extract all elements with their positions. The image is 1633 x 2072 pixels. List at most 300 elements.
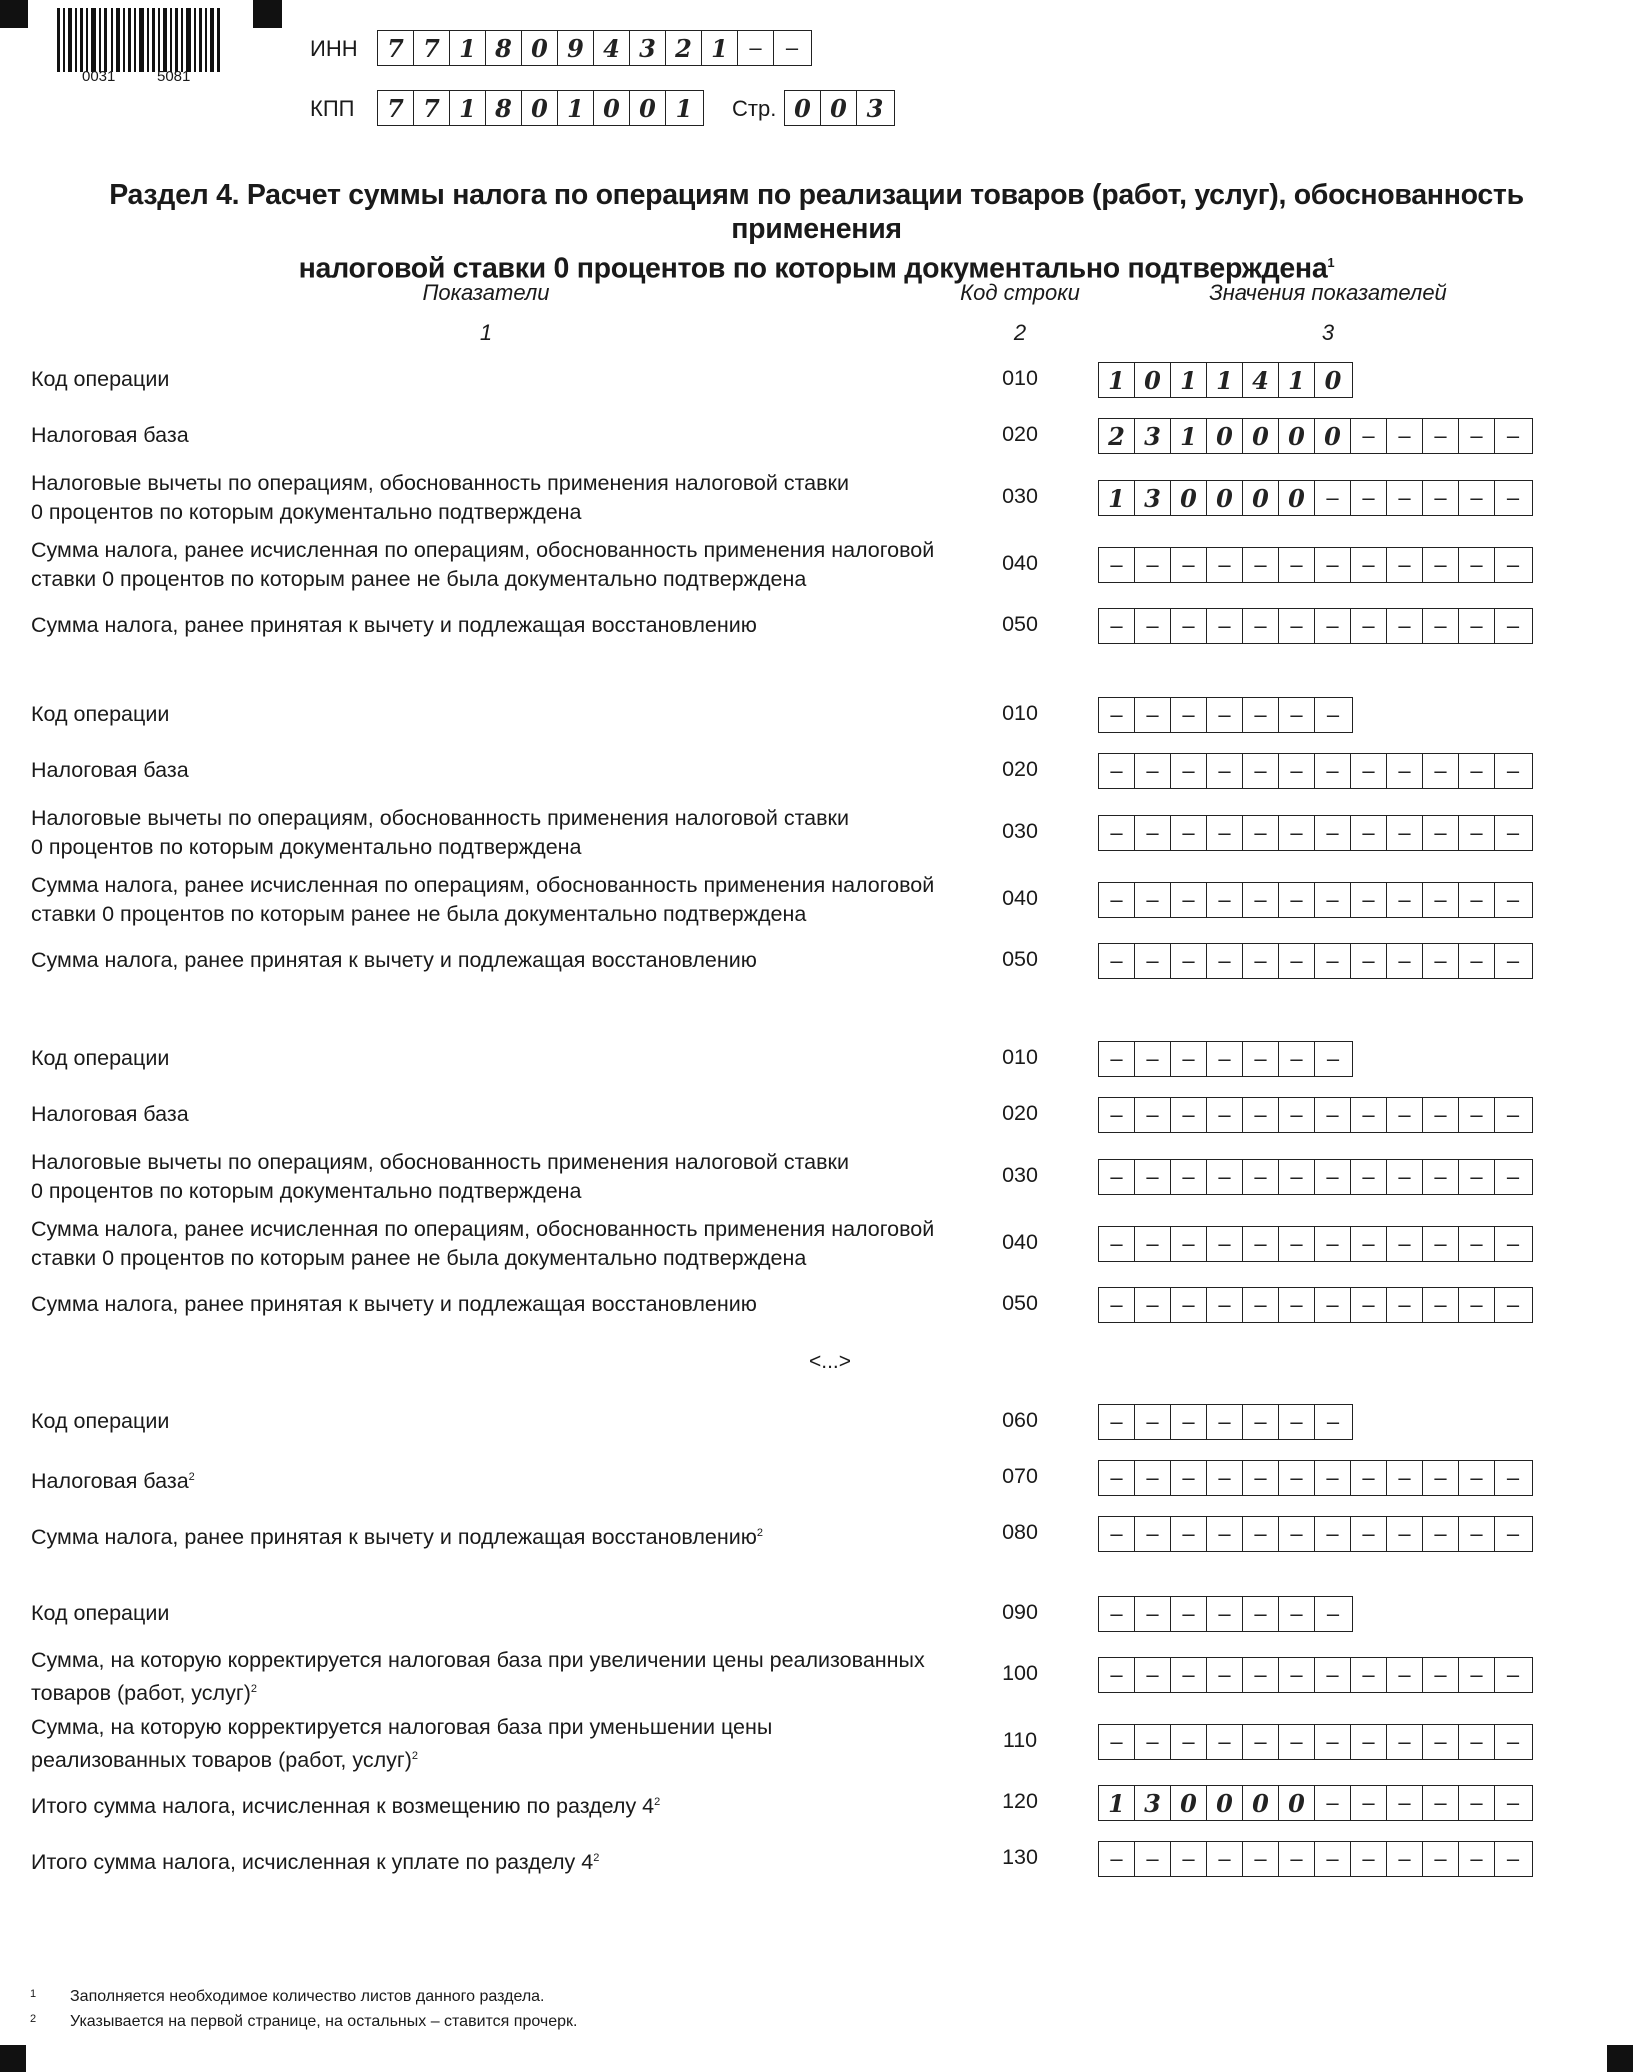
row-value-cell[interactable]: –	[1459, 481, 1495, 515]
row-value-cell[interactable]: –	[1506, 1521, 1520, 1546]
row-value-cell[interactable]: –	[1459, 1658, 1495, 1692]
row-value-cell[interactable]: 0	[1324, 365, 1342, 395]
row-value-cell[interactable]: –	[1423, 548, 1459, 582]
row-value-cell[interactable]: –	[1387, 1658, 1423, 1692]
row-value-field[interactable]	[1098, 1785, 1533, 1821]
row-value-cell[interactable]: –	[1351, 481, 1387, 515]
row-value-cell[interactable]: –	[1459, 1160, 1495, 1194]
row-value-cell[interactable]: –	[1243, 1160, 1279, 1194]
row-value-cell[interactable]: –	[1243, 883, 1279, 917]
row-value-cell[interactable]: –	[1423, 1098, 1459, 1132]
row-value-cell[interactable]: –	[1506, 613, 1520, 638]
row-value-cell[interactable]: 3	[1135, 419, 1171, 453]
row-value-cell[interactable]: –	[1171, 1098, 1207, 1132]
row-value-cell[interactable]: –	[1207, 1227, 1243, 1261]
row-value-field[interactable]	[1098, 815, 1533, 851]
row-value-cell[interactable]: 0	[1243, 419, 1279, 453]
row-value-cell[interactable]: –	[1423, 419, 1459, 453]
row-value-cell[interactable]: –	[1387, 944, 1423, 978]
row-value-cell[interactable]: –	[1243, 1461, 1279, 1495]
row-value-cell[interactable]: –	[1423, 1227, 1459, 1261]
row-value-cell[interactable]: –	[1506, 1102, 1520, 1127]
row-value-cell[interactable]: –	[1351, 609, 1387, 643]
row-value-cell[interactable]: –	[1099, 1405, 1135, 1439]
kpp-cell[interactable]: 8	[486, 91, 522, 125]
row-value-cell[interactable]: –	[1243, 1842, 1279, 1876]
row-value-field[interactable]	[1098, 1596, 1353, 1632]
row-value-cell[interactable]: –	[1315, 1786, 1351, 1820]
row-value-cell[interactable]: –	[1387, 754, 1423, 788]
kpp-cell[interactable]: 0	[522, 91, 558, 125]
row-value-cell[interactable]: –	[1351, 1517, 1387, 1551]
row-value-cell[interactable]: –	[1171, 816, 1207, 850]
page-number-field[interactable]	[784, 90, 895, 126]
row-value-cell[interactable]: –	[1207, 1042, 1243, 1076]
row-value-cell[interactable]: –	[1135, 698, 1171, 732]
row-value-cell[interactable]: –	[1207, 1160, 1243, 1194]
row-value-cell[interactable]: –	[1387, 1461, 1423, 1495]
kpp-cell[interactable]: 1	[675, 93, 693, 123]
row-value-cell[interactable]: –	[1171, 1160, 1207, 1194]
row-value-cell[interactable]: –	[1351, 1842, 1387, 1876]
row-value-field[interactable]	[1098, 1287, 1533, 1323]
row-value-cell[interactable]: –	[1099, 1227, 1135, 1261]
row-value-cell[interactable]: –	[1135, 1658, 1171, 1692]
row-value-cell[interactable]: –	[1423, 481, 1459, 515]
row-value-cell[interactable]: –	[1387, 1227, 1423, 1261]
row-value-cell[interactable]: –	[1171, 1842, 1207, 1876]
row-value-cell[interactable]: –	[1135, 1842, 1171, 1876]
row-value-cell[interactable]: –	[1506, 1846, 1520, 1871]
row-value-cell[interactable]: –	[1423, 1517, 1459, 1551]
inn-field[interactable]	[377, 30, 812, 66]
row-value-cell[interactable]: –	[1171, 754, 1207, 788]
row-value-cell[interactable]: 0	[1207, 481, 1243, 515]
row-value-cell[interactable]: –	[1315, 1517, 1351, 1551]
row-value-cell[interactable]: 1	[1207, 363, 1243, 397]
row-value-cell[interactable]: –	[1279, 1842, 1315, 1876]
row-value-cell[interactable]: –	[1207, 1842, 1243, 1876]
kpp-field[interactable]	[377, 90, 704, 126]
row-value-cell[interactable]: –	[1243, 1227, 1279, 1261]
row-value-cell[interactable]: –	[1279, 1227, 1315, 1261]
row-value-field[interactable]	[1098, 362, 1353, 398]
row-value-cell[interactable]: –	[1099, 1597, 1135, 1631]
row-value-field[interactable]	[1098, 943, 1533, 979]
row-value-cell[interactable]: –	[1459, 754, 1495, 788]
row-value-cell[interactable]: –	[1135, 1405, 1171, 1439]
row-value-cell[interactable]: –	[1099, 754, 1135, 788]
row-value-cell[interactable]: –	[1135, 754, 1171, 788]
row-value-cell[interactable]: –	[1315, 754, 1351, 788]
row-value-cell[interactable]: –	[1315, 944, 1351, 978]
row-value-cell[interactable]: –	[1207, 944, 1243, 978]
row-value-cell[interactable]: –	[1171, 1227, 1207, 1261]
row-value-cell[interactable]: –	[1171, 944, 1207, 978]
row-value-cell[interactable]: –	[1279, 1725, 1315, 1759]
row-value-cell[interactable]: –	[1207, 816, 1243, 850]
row-value-cell[interactable]: –	[1099, 944, 1135, 978]
row-value-field[interactable]	[1098, 1841, 1533, 1877]
row-value-cell[interactable]: –	[1506, 820, 1520, 845]
row-value-cell[interactable]: –	[1506, 485, 1520, 510]
row-value-cell[interactable]: –	[1387, 609, 1423, 643]
row-value-cell[interactable]: –	[1279, 944, 1315, 978]
row-value-cell[interactable]: –	[1099, 883, 1135, 917]
row-value-cell[interactable]: –	[1207, 1288, 1243, 1322]
row-value-cell[interactable]: –	[1423, 1658, 1459, 1692]
row-value-cell[interactable]: –	[1459, 1461, 1495, 1495]
row-value-cell[interactable]: –	[1351, 1160, 1387, 1194]
row-value-cell[interactable]: –	[1315, 609, 1351, 643]
row-value-cell[interactable]: –	[1279, 754, 1315, 788]
row-value-cell[interactable]: –	[1506, 1729, 1520, 1754]
row-value-cell[interactable]: –	[1099, 1288, 1135, 1322]
row-value-cell[interactable]: –	[1459, 816, 1495, 850]
row-value-cell[interactable]: –	[1207, 698, 1243, 732]
kpp-cell[interactable]: 1	[450, 91, 486, 125]
row-value-field[interactable]	[1098, 1159, 1533, 1195]
row-value-cell[interactable]: 4	[1243, 363, 1279, 397]
inn-cell[interactable]: 2	[666, 31, 702, 65]
row-value-cell[interactable]: –	[1326, 702, 1340, 727]
row-value-cell[interactable]: –	[1315, 1725, 1351, 1759]
row-value-cell[interactable]: –	[1459, 1725, 1495, 1759]
row-value-cell[interactable]: –	[1351, 1658, 1387, 1692]
row-value-cell[interactable]: 0	[1243, 1786, 1279, 1820]
row-value-cell[interactable]: –	[1351, 1098, 1387, 1132]
row-value-cell[interactable]: –	[1423, 944, 1459, 978]
row-value-cell[interactable]: –	[1423, 1461, 1459, 1495]
row-value-cell[interactable]: –	[1315, 1160, 1351, 1194]
row-value-cell[interactable]: –	[1387, 1098, 1423, 1132]
row-value-cell[interactable]: –	[1506, 1790, 1520, 1815]
row-value-cell[interactable]: –	[1171, 548, 1207, 582]
row-value-cell[interactable]: –	[1099, 609, 1135, 643]
row-value-cell[interactable]: –	[1459, 1227, 1495, 1261]
row-value-cell[interactable]: –	[1135, 1725, 1171, 1759]
row-value-cell[interactable]: –	[1506, 1164, 1520, 1189]
row-value-cell[interactable]: –	[1459, 1842, 1495, 1876]
row-value-cell[interactable]: –	[1135, 548, 1171, 582]
kpp-cell[interactable]: 7	[378, 91, 414, 125]
row-value-cell[interactable]: 0	[1279, 419, 1315, 453]
row-value-cell[interactable]: –	[1207, 883, 1243, 917]
row-value-cell[interactable]: 0	[1171, 1786, 1207, 1820]
row-value-cell[interactable]: –	[1506, 1292, 1520, 1317]
inn-cell[interactable]: 3	[630, 31, 666, 65]
row-value-cell[interactable]: –	[1207, 1597, 1243, 1631]
row-value-cell[interactable]: 0	[1207, 419, 1243, 453]
row-value-cell[interactable]: –	[1099, 548, 1135, 582]
row-value-cell[interactable]: 0	[1135, 363, 1171, 397]
row-value-cell[interactable]: –	[1207, 1517, 1243, 1551]
row-value-cell[interactable]: –	[1387, 816, 1423, 850]
row-value-cell[interactable]: –	[1135, 1098, 1171, 1132]
row-value-cell[interactable]: 0	[1207, 1786, 1243, 1820]
row-value-cell[interactable]: –	[1506, 1662, 1520, 1687]
row-value-cell[interactable]: 0	[1171, 481, 1207, 515]
row-value-cell[interactable]: –	[1423, 816, 1459, 850]
row-value-cell[interactable]: –	[1459, 419, 1495, 453]
row-value-cell[interactable]: –	[1279, 883, 1315, 917]
inn-cell[interactable]: –	[738, 31, 774, 65]
row-value-cell[interactable]: –	[1207, 1461, 1243, 1495]
row-value-cell[interactable]: –	[1279, 1658, 1315, 1692]
row-value-cell[interactable]: –	[1243, 1405, 1279, 1439]
inn-cell[interactable]: 7	[414, 31, 450, 65]
row-value-cell[interactable]: –	[1135, 1461, 1171, 1495]
row-value-cell[interactable]: –	[1099, 1517, 1135, 1551]
row-value-cell[interactable]: –	[1459, 548, 1495, 582]
row-value-cell[interactable]: –	[1423, 1786, 1459, 1820]
row-value-cell[interactable]: –	[1423, 1160, 1459, 1194]
row-value-cell[interactable]: –	[1506, 1465, 1520, 1490]
row-value-cell[interactable]: –	[1459, 1098, 1495, 1132]
row-value-cell[interactable]: –	[1207, 1098, 1243, 1132]
row-value-cell[interactable]: –	[1279, 816, 1315, 850]
row-value-cell[interactable]: –	[1243, 1517, 1279, 1551]
row-value-cell[interactable]: –	[1506, 758, 1520, 783]
row-value-cell[interactable]: –	[1135, 944, 1171, 978]
row-value-cell[interactable]: 1	[1099, 363, 1135, 397]
page-cell[interactable]: 0	[821, 91, 857, 125]
row-value-cell[interactable]: –	[1315, 1842, 1351, 1876]
row-value-cell[interactable]: –	[1506, 887, 1520, 912]
row-value-cell[interactable]: –	[1387, 419, 1423, 453]
row-value-cell[interactable]: –	[1243, 1042, 1279, 1076]
row-value-cell[interactable]: –	[1315, 1288, 1351, 1322]
row-value-cell[interactable]: 3	[1135, 1786, 1171, 1820]
row-value-cell[interactable]: –	[1423, 1725, 1459, 1759]
kpp-cell[interactable]: 0	[630, 91, 666, 125]
inn-cell[interactable]: 1	[450, 31, 486, 65]
row-value-cell[interactable]: –	[1243, 816, 1279, 850]
kpp-cell[interactable]: 1	[558, 91, 594, 125]
row-value-cell[interactable]: –	[1099, 1658, 1135, 1692]
row-value-cell[interactable]: –	[1315, 1461, 1351, 1495]
row-value-field[interactable]	[1098, 1097, 1533, 1133]
row-value-cell[interactable]: –	[1243, 944, 1279, 978]
row-value-cell[interactable]: –	[1387, 481, 1423, 515]
row-value-cell[interactable]: –	[1423, 754, 1459, 788]
row-value-cell[interactable]: –	[1171, 1517, 1207, 1551]
row-value-cell[interactable]: –	[1423, 1842, 1459, 1876]
row-value-cell[interactable]: –	[1207, 754, 1243, 788]
row-value-cell[interactable]: –	[1243, 1597, 1279, 1631]
row-value-cell[interactable]: –	[1099, 698, 1135, 732]
row-value-cell[interactable]: –	[1171, 698, 1207, 732]
row-value-cell[interactable]: –	[1243, 609, 1279, 643]
row-value-cell[interactable]: –	[1387, 1517, 1423, 1551]
row-value-cell[interactable]: –	[1135, 1517, 1171, 1551]
row-value-cell[interactable]: –	[1243, 754, 1279, 788]
row-value-cell[interactable]: –	[1099, 1160, 1135, 1194]
row-value-cell[interactable]: –	[1171, 1461, 1207, 1495]
page-cell[interactable]: 3	[866, 93, 884, 123]
row-value-cell[interactable]: –	[1459, 609, 1495, 643]
row-value-field[interactable]	[1098, 1226, 1533, 1262]
row-value-field[interactable]	[1098, 418, 1533, 454]
row-value-cell[interactable]: –	[1351, 1227, 1387, 1261]
row-value-cell[interactable]: –	[1279, 1517, 1315, 1551]
row-value-cell[interactable]: –	[1135, 1042, 1171, 1076]
row-value-cell[interactable]: –	[1387, 1842, 1423, 1876]
row-value-cell[interactable]: –	[1099, 1461, 1135, 1495]
row-value-cell[interactable]: –	[1387, 1288, 1423, 1322]
row-value-cell[interactable]: –	[1423, 1288, 1459, 1322]
inn-cell[interactable]: 0	[522, 31, 558, 65]
row-value-cell[interactable]: –	[1326, 1601, 1340, 1626]
row-value-field[interactable]	[1098, 1657, 1533, 1693]
row-value-cell[interactable]: –	[1326, 1409, 1340, 1434]
row-value-cell[interactable]: –	[1459, 1517, 1495, 1551]
row-value-cell[interactable]: –	[1279, 1042, 1315, 1076]
row-value-cell[interactable]: –	[1171, 1288, 1207, 1322]
row-value-cell[interactable]: 2	[1099, 419, 1135, 453]
row-value-cell[interactable]: –	[1279, 1461, 1315, 1495]
row-value-cell[interactable]: 0	[1279, 481, 1315, 515]
row-value-cell[interactable]: –	[1171, 883, 1207, 917]
row-value-cell[interactable]: –	[1387, 883, 1423, 917]
inn-cell[interactable]: 7	[378, 31, 414, 65]
row-value-cell[interactable]: 0	[1315, 419, 1351, 453]
row-value-cell[interactable]: –	[1243, 548, 1279, 582]
row-value-cell[interactable]: –	[1387, 548, 1423, 582]
row-value-cell[interactable]: –	[1351, 944, 1387, 978]
row-value-cell[interactable]: –	[1326, 1046, 1340, 1071]
row-value-cell[interactable]: –	[1243, 698, 1279, 732]
row-value-cell[interactable]: –	[1387, 1725, 1423, 1759]
row-value-cell[interactable]: –	[1207, 1405, 1243, 1439]
row-value-field[interactable]	[1098, 1516, 1533, 1552]
row-value-field[interactable]	[1098, 1404, 1353, 1440]
row-value-cell[interactable]: –	[1315, 816, 1351, 850]
row-value-cell[interactable]: 1	[1099, 481, 1135, 515]
row-value-field[interactable]	[1098, 1041, 1353, 1077]
row-value-cell[interactable]: 1	[1171, 419, 1207, 453]
row-value-cell[interactable]: –	[1279, 698, 1315, 732]
row-value-cell[interactable]: –	[1135, 1227, 1171, 1261]
row-value-cell[interactable]: –	[1135, 1160, 1171, 1194]
row-value-cell[interactable]: –	[1279, 1160, 1315, 1194]
row-value-cell[interactable]: –	[1351, 754, 1387, 788]
row-value-cell[interactable]: –	[1243, 1725, 1279, 1759]
page-cell[interactable]: 0	[785, 91, 821, 125]
row-value-cell[interactable]: –	[1243, 1658, 1279, 1692]
row-value-cell[interactable]: –	[1351, 1288, 1387, 1322]
row-value-cell[interactable]: –	[1171, 1042, 1207, 1076]
row-value-cell[interactable]: 0	[1243, 481, 1279, 515]
row-value-field[interactable]	[1098, 882, 1533, 918]
inn-cell[interactable]: 4	[594, 31, 630, 65]
row-value-cell[interactable]: –	[1171, 1405, 1207, 1439]
row-value-cell[interactable]: –	[1351, 419, 1387, 453]
row-value-cell[interactable]: –	[1135, 1288, 1171, 1322]
row-value-cell[interactable]: –	[1315, 1227, 1351, 1261]
row-value-cell[interactable]: –	[1315, 883, 1351, 917]
row-value-cell[interactable]: –	[1207, 609, 1243, 643]
row-value-cell[interactable]: –	[1279, 548, 1315, 582]
row-value-cell[interactable]: –	[1506, 948, 1520, 973]
row-value-cell[interactable]: –	[1207, 1658, 1243, 1692]
row-value-cell[interactable]: –	[1135, 883, 1171, 917]
row-value-cell[interactable]: –	[1506, 552, 1520, 577]
row-value-cell[interactable]: 3	[1135, 481, 1171, 515]
row-value-cell[interactable]: –	[1351, 816, 1387, 850]
row-value-cell[interactable]: –	[1243, 1288, 1279, 1322]
row-value-cell[interactable]: 0	[1279, 1786, 1315, 1820]
row-value-cell[interactable]: –	[1387, 1160, 1423, 1194]
kpp-cell[interactable]: 0	[594, 91, 630, 125]
row-value-cell[interactable]: –	[1459, 1288, 1495, 1322]
inn-cell[interactable]: 8	[486, 31, 522, 65]
row-value-cell[interactable]: –	[1387, 1786, 1423, 1820]
row-value-cell[interactable]: –	[1171, 1597, 1207, 1631]
row-value-cell[interactable]: –	[1099, 1042, 1135, 1076]
row-value-cell[interactable]: –	[1099, 1725, 1135, 1759]
row-value-cell[interactable]: 1	[1171, 363, 1207, 397]
inn-cell[interactable]: 9	[558, 31, 594, 65]
row-value-cell[interactable]: –	[1099, 1842, 1135, 1876]
row-value-cell[interactable]: –	[1279, 1288, 1315, 1322]
row-value-cell[interactable]: –	[1315, 548, 1351, 582]
row-value-cell[interactable]: –	[1351, 548, 1387, 582]
row-value-cell[interactable]: 1	[1099, 1786, 1135, 1820]
row-value-cell[interactable]: –	[1171, 609, 1207, 643]
row-value-cell[interactable]: –	[1135, 609, 1171, 643]
row-value-cell[interactable]: –	[1506, 1231, 1520, 1256]
row-value-cell[interactable]: –	[1171, 1658, 1207, 1692]
row-value-cell[interactable]: –	[1459, 1786, 1495, 1820]
row-value-cell[interactable]: –	[1279, 1098, 1315, 1132]
row-value-cell[interactable]: –	[1171, 1725, 1207, 1759]
row-value-field[interactable]	[1098, 1460, 1533, 1496]
row-value-cell[interactable]: –	[1351, 1786, 1387, 1820]
row-value-cell[interactable]: –	[1099, 1098, 1135, 1132]
inn-cell[interactable]: 1	[702, 31, 738, 65]
row-value-cell[interactable]: –	[1207, 1725, 1243, 1759]
inn-cell[interactable]: –	[785, 35, 799, 60]
row-value-cell[interactable]: –	[1315, 1658, 1351, 1692]
row-value-field[interactable]	[1098, 1724, 1533, 1760]
row-value-cell[interactable]: –	[1135, 1597, 1171, 1631]
row-value-cell[interactable]: –	[1351, 1725, 1387, 1759]
row-value-cell[interactable]: –	[1351, 883, 1387, 917]
row-value-cell[interactable]: –	[1315, 481, 1351, 515]
row-value-field[interactable]	[1098, 480, 1533, 516]
row-value-cell[interactable]: –	[1279, 609, 1315, 643]
row-value-field[interactable]	[1098, 697, 1353, 733]
row-value-cell[interactable]: –	[1135, 816, 1171, 850]
row-value-cell[interactable]: –	[1351, 1461, 1387, 1495]
kpp-cell[interactable]: 7	[414, 91, 450, 125]
row-value-cell[interactable]: –	[1315, 1098, 1351, 1132]
row-value-cell[interactable]: –	[1459, 883, 1495, 917]
row-value-cell[interactable]: –	[1459, 944, 1495, 978]
row-value-cell[interactable]: 1	[1279, 363, 1315, 397]
row-value-field[interactable]	[1098, 547, 1533, 583]
row-value-cell[interactable]: –	[1243, 1098, 1279, 1132]
row-value-cell[interactable]: –	[1506, 423, 1520, 448]
row-value-field[interactable]	[1098, 608, 1533, 644]
row-value-cell[interactable]: –	[1423, 883, 1459, 917]
row-value-cell[interactable]: –	[1279, 1405, 1315, 1439]
row-value-cell[interactable]: –	[1279, 1597, 1315, 1631]
row-value-cell[interactable]: –	[1423, 609, 1459, 643]
row-value-cell[interactable]: –	[1099, 816, 1135, 850]
row-value-field[interactable]	[1098, 753, 1533, 789]
